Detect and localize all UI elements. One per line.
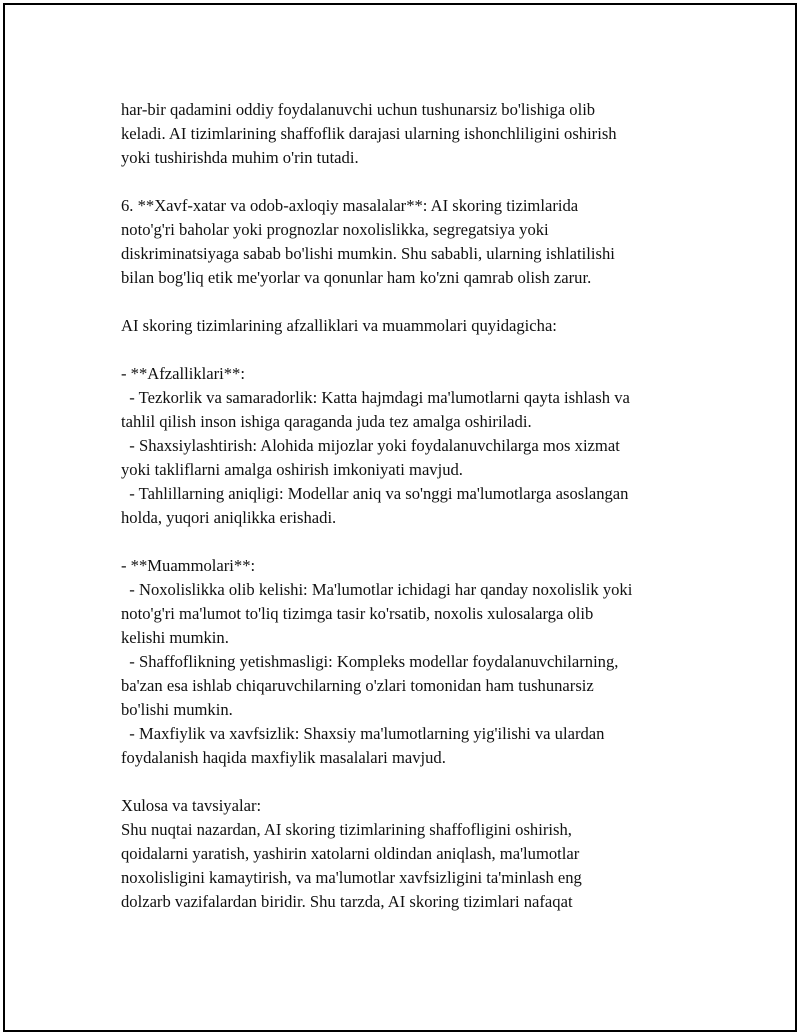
blank-line (121, 170, 711, 194)
text-line: - Tezkorlik va samaradorlik: Katta hajmdagi ma'lumotlarni qayta ishlash va (121, 388, 630, 407)
text-line: har-bir qadamini oddiy foydalanuvchi uchun tushunarsiz bo'lishiga olib (121, 100, 596, 119)
document-body (121, 98, 711, 914)
text-line: bo'lishi mumkin. (121, 700, 233, 719)
blank-line (121, 290, 711, 314)
text-line: - Noxolislikka olib kelishi: Ma'lumotlar ichidagi har qanday noxolislik yoki (121, 580, 633, 599)
text-line: dolzarb vazifalardan biridir. Shu tarzda, AI skoring tizimlari nafaqat (121, 892, 573, 911)
text-line: - **Muammolari**: (121, 556, 256, 575)
text-line: keladi. AI tizimlarining shaffoflik darajasi ularning ishonchliligini oshirish (121, 124, 617, 143)
text-line: bilan bog'liq etik me'yorlar va qonunlar ham ko'zni qamrab olish zarur. (121, 268, 592, 287)
text-line: - Shaffoflikning yetishmasligi: Kompleks modellar foydalanuvchilarning, (121, 652, 619, 671)
text-line: - **Afzalliklari**: (121, 364, 245, 383)
text-line: - Tahlillarning aniqligi: Modellar aniq va so'nggi ma'lumotlarga asoslangan (121, 484, 629, 503)
text-line: diskriminatsiyaga sabab bo'lishi mumkin. Shu sababli, ularning ishlatilishi (121, 244, 615, 263)
blank-line (121, 530, 711, 554)
text-line: AI skoring tizimlarining afzalliklari va muammolari quyidagicha: (121, 316, 557, 335)
text-line: noxolisligini kamaytirish, va ma'lumotlar xavfsizligini ta'minlash eng (121, 868, 582, 887)
text-line: noto'g'ri baholar yoki prognozlar noxolislikka, segregatsiya yoki (121, 220, 549, 239)
text-line: Xulosa va tavsiyalar: (121, 796, 262, 815)
text-line: - Maxfiylik va xavfsizlik: Shaxsiy ma'lumotlarning yig'ilishi va ulardan (121, 724, 605, 743)
text-line: foydalanish haqida maxfiylik masalalari mavjud. (121, 748, 446, 767)
blank-line (121, 338, 711, 362)
text-line: holda, yuqori aniqlikka erishadi. (121, 508, 337, 527)
text-line: Shu nuqtai nazardan, AI skoring tizimlarining shaffofligini oshirish, (121, 820, 572, 839)
text-line: yoki takliflarni amalga oshirish imkoniyati mavjud. (121, 460, 463, 479)
text-line: kelishi mumkin. (121, 628, 229, 647)
text-line: qoidalarni yaratish, yashirin xatolarni oldindan aniqlash, ma'lumotlar (121, 844, 580, 863)
text-line: yoki tushirishda muhim o'rin tutadi. (121, 148, 359, 167)
text-line: tahlil qilish inson ishiga qaraganda juda tez amalga oshiriladi. (121, 412, 532, 431)
text-line: ba'zan esa ishlab chiqaruvchilarning o'zlari tomonidan ham tushunarsiz (121, 676, 594, 695)
text-line: 6. **Xavf-xatar va odob-axloqiy masalalar**: AI skoring tizimlarida (121, 196, 579, 215)
document-page (3, 3, 797, 1032)
text-line: noto'g'ri ma'lumot to'liq tizimga tasir ko'rsatib, noxolis xulosalarga olib (121, 604, 594, 623)
text-line: - Shaxsiylashtirish: Alohida mijozlar yoki foydalanuvchilarga mos xizmat (121, 436, 620, 455)
blank-line (121, 770, 711, 794)
